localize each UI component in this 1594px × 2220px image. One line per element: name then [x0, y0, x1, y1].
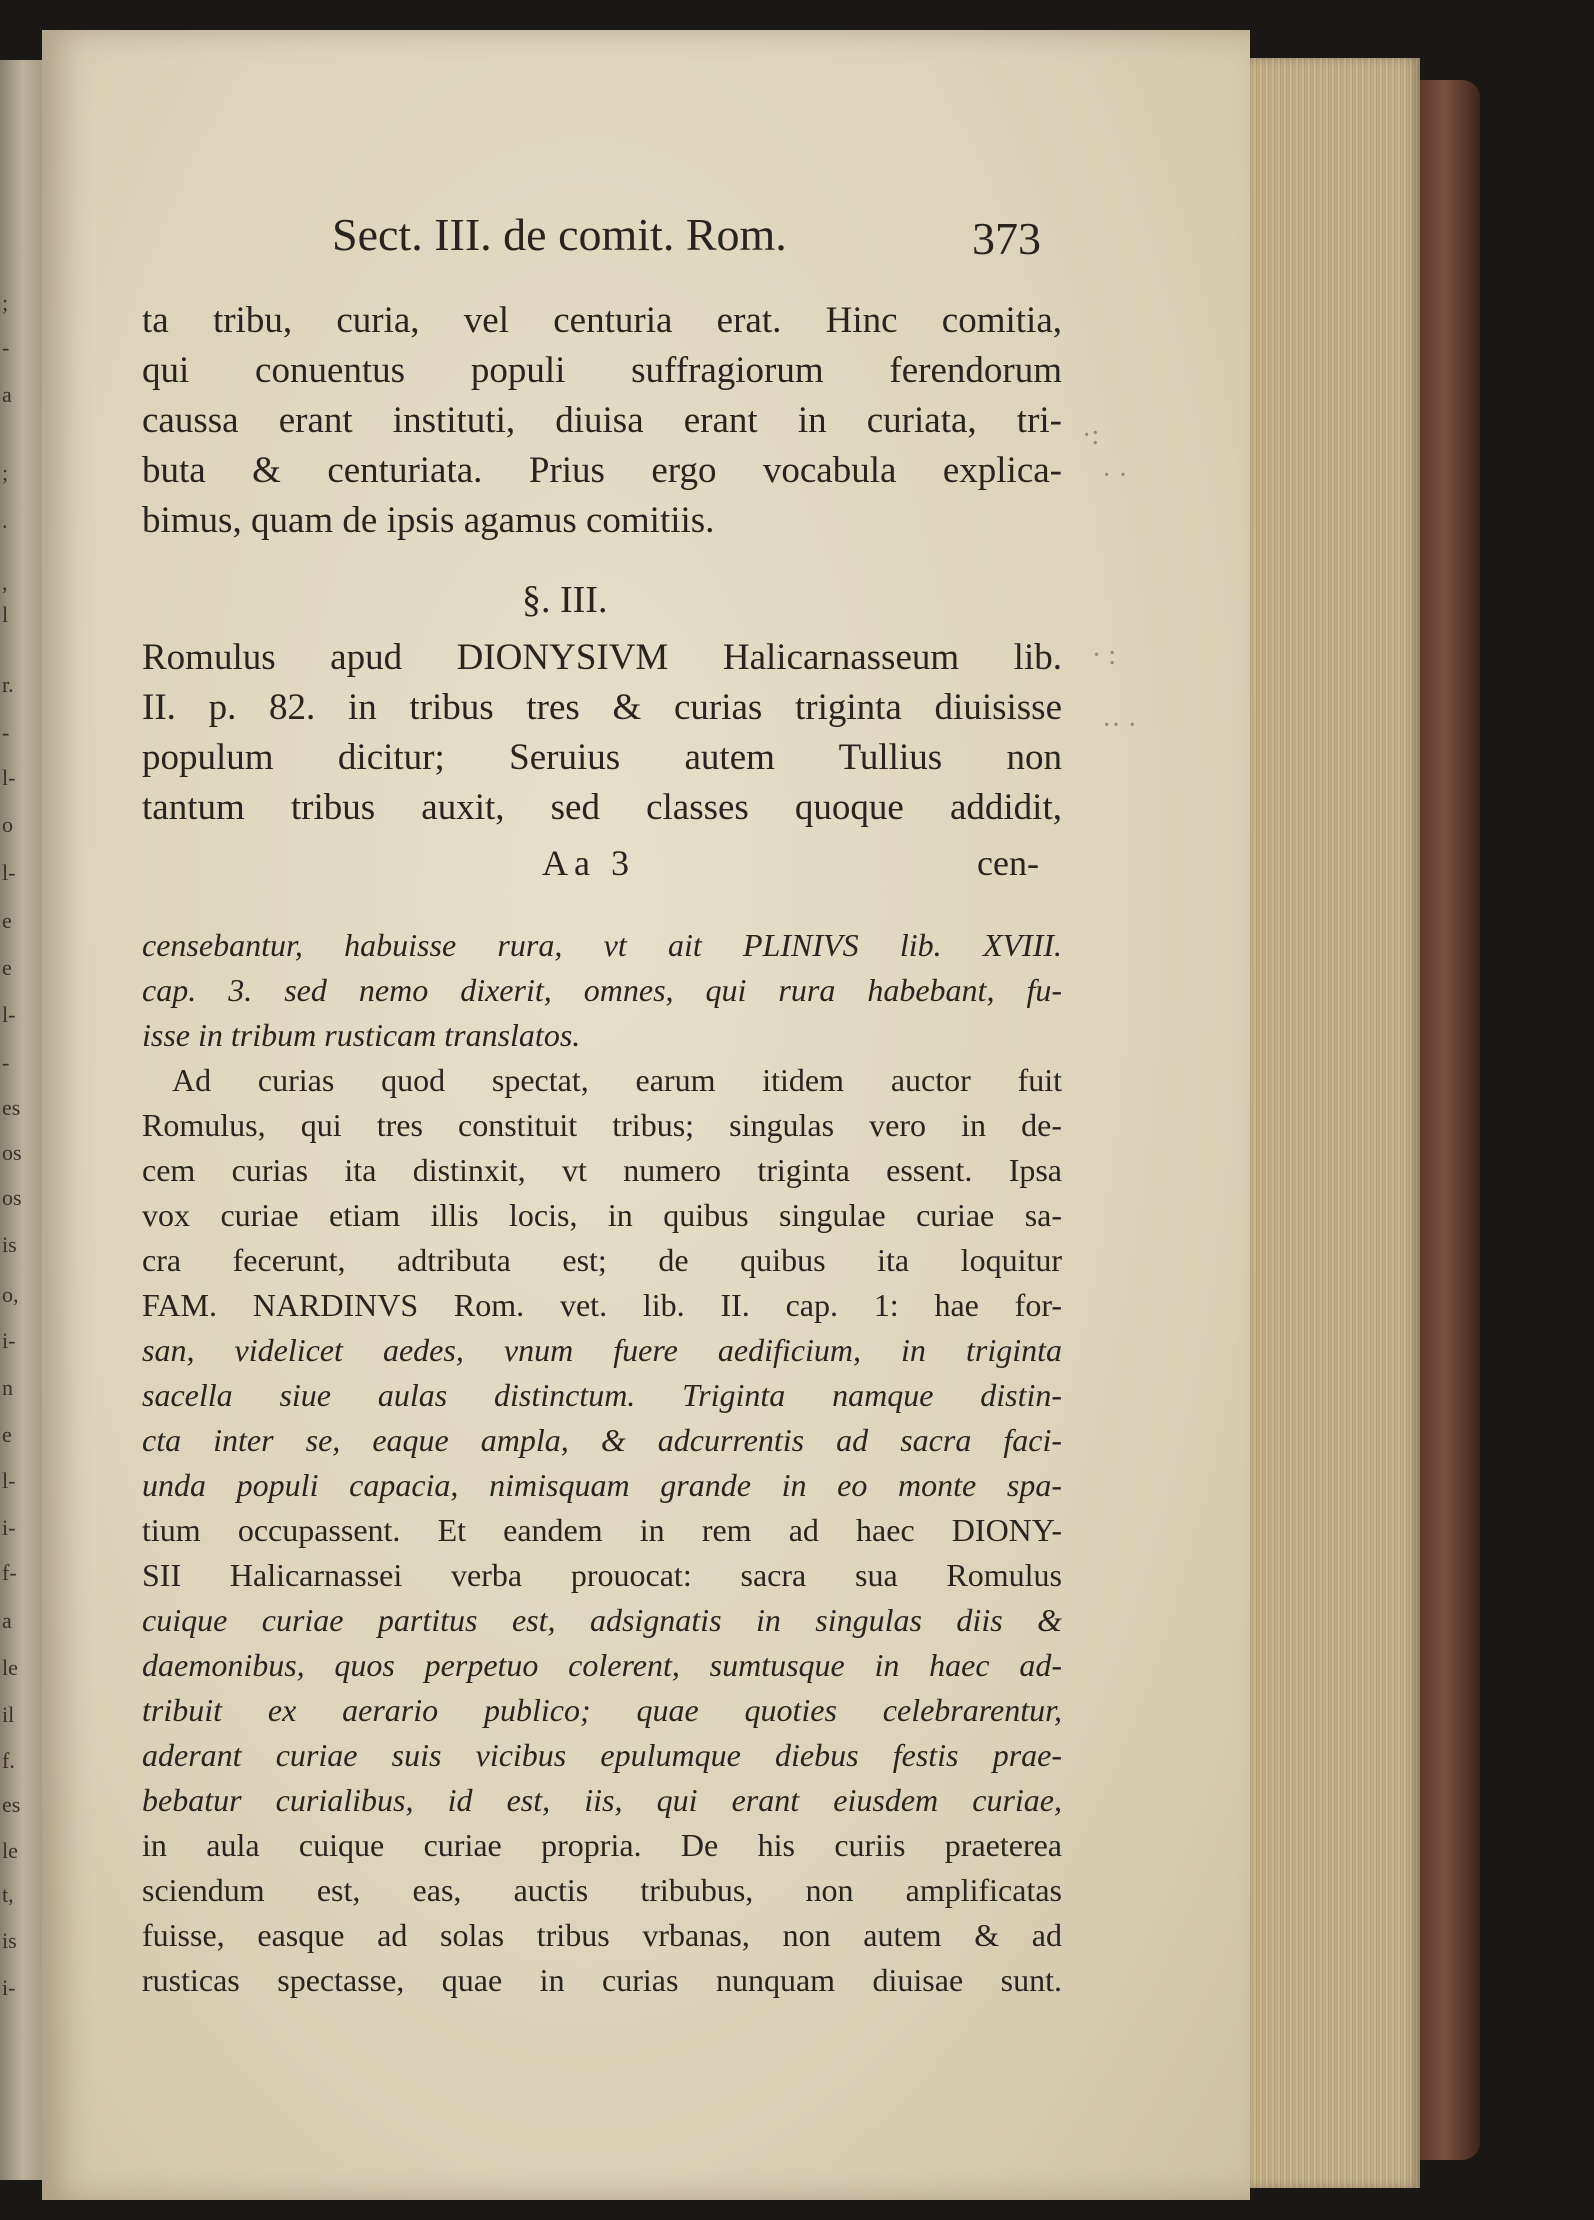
- left-page-fragment: i-: [2, 1975, 16, 2000]
- left-page-fragment: l-: [2, 1002, 16, 1027]
- left-page-fragment: is: [2, 1232, 17, 1257]
- left-page-fragment: es: [2, 1095, 21, 1120]
- text-line: censebantur, habuisse rura, vt ait PLINIVS lib. XVIII.: [142, 927, 1062, 963]
- text-line: Ad curias quod spectat, earum itidem auctor fuit: [172, 1062, 1062, 1098]
- left-page-sliver: [0, 60, 42, 2180]
- text-line: unda populi capacia, nimisquam grande in eo monte spa-: [142, 1467, 1062, 1503]
- signature-mark: Aa 3: [542, 843, 635, 883]
- running-head: Sect. III. de comit. Rom.: [332, 209, 787, 260]
- left-page-fragment: a: [2, 382, 12, 407]
- left-page-fragment: e: [2, 1422, 12, 1447]
- ink-speck: ·· ·: [1102, 710, 1137, 741]
- text-line: II. p. 82. in tribus tres & curias triginta diuisisse: [142, 687, 1062, 728]
- left-page-fragment: os: [2, 1140, 22, 1165]
- text-line: san, videlicet aedes, vnum fuere aedificium, in triginta: [142, 1332, 1062, 1368]
- left-page-fragment: le: [2, 1655, 18, 1680]
- text-line: tantum tribus auxit, sed classes quoque addidit,: [142, 787, 1062, 828]
- text-line: aderant curiae suis vicibus epulumque diebus festis prae-: [142, 1737, 1062, 1773]
- ink-speck: ·:: [1082, 420, 1100, 451]
- main-page: [42, 30, 1250, 2200]
- text-line: populum dicitur; Seruius autem Tullius non: [142, 737, 1062, 778]
- text-line: sciendum est, eas, auctis tribubus, non amplificatas: [142, 1872, 1062, 1908]
- left-page-fragment: is: [2, 1928, 17, 1953]
- text-line: daemonibus, quos perpetuo colerent, sumtusque in haec ad-: [142, 1647, 1062, 1683]
- left-page-fragment: ,: [2, 570, 8, 595]
- left-page-fragment: il: [2, 1702, 15, 1727]
- page-edges: [1245, 58, 1420, 2188]
- text-line: in aula cuique curiae propria. De his curiis praeterea: [142, 1827, 1062, 1863]
- text-line: Romulus apud DIONYSIVM Halicarnasseum lib.: [142, 637, 1062, 678]
- left-page-fragment: .: [2, 508, 8, 533]
- text-line: cta inter se, eaque ampla, & adcurrentis ad sacra faci-: [142, 1422, 1062, 1458]
- page-number: 373: [972, 213, 1041, 264]
- text-line: buta & centuriata. Prius ergo vocabula explica-: [142, 450, 1062, 491]
- text-line: bebatur curialibus, id est, iis, qui erant eiusdem curiae,: [142, 1782, 1062, 1818]
- ink-speck: · ·: [1102, 460, 1128, 491]
- text-line: sacella siue aulas distinctum. Triginta namque distin-: [142, 1377, 1062, 1413]
- left-page-fragment: e: [2, 908, 12, 933]
- text-line: FAM. NARDINVS Rom. vet. lib. II. cap. 1: hae for-: [142, 1287, 1062, 1323]
- text-line: rusticas spectasse, quae in curias nunquam diuisae sunt.: [142, 1962, 1062, 1998]
- section-heading: §. III.: [522, 579, 608, 621]
- left-page-fragment: i-: [2, 1328, 16, 1353]
- text-line: isse in tribum rusticam translatos.: [142, 1017, 581, 1053]
- left-page-fragment: a: [2, 1608, 12, 1633]
- left-page-fragment: -: [2, 720, 10, 745]
- left-page-fragment: l-: [2, 765, 16, 790]
- text-line: fuisse, easque ad solas tribus vrbanas, non autem & ad: [142, 1917, 1062, 1953]
- left-page-fragment: ;: [2, 290, 9, 315]
- left-page-fragment: e: [2, 955, 12, 980]
- left-page-fragment: -: [2, 1050, 10, 1075]
- ink-speck: · :: [1092, 640, 1117, 671]
- catchword: cen-: [977, 843, 1039, 883]
- left-page-fragment: -: [2, 335, 10, 360]
- text-line: cem curias ita distinxit, vt numero triginta essent. Ipsa: [142, 1152, 1062, 1188]
- left-page-fragment: f-: [2, 1560, 17, 1585]
- left-page-fragment: l: [2, 602, 9, 627]
- left-page-fragment: os: [2, 1185, 22, 1210]
- left-page-fragment: f.: [2, 1748, 15, 1773]
- left-page-fragment: ;: [2, 460, 9, 485]
- text-line: tium occupassent. Et eandem in rem ad haec DIONY-: [142, 1512, 1062, 1548]
- left-page-fragment: n: [2, 1375, 13, 1400]
- left-page-fragment: le: [2, 1838, 18, 1863]
- text-line: bimus, quam de ipsis agamus comitiis.: [142, 500, 715, 541]
- text-line: SII Halicarnassei verba prouocat: sacra sua Romulus: [142, 1557, 1062, 1593]
- text-line: caussa erant instituti, diuisa erant in curiata, tri-: [142, 400, 1062, 441]
- left-page-fragment: i-: [2, 1515, 16, 1540]
- left-page-fragment: t,: [2, 1882, 14, 1907]
- left-page-fragment: l-: [2, 1468, 16, 1493]
- left-page-fragment: es: [2, 1792, 21, 1817]
- left-page-fragment: o: [2, 812, 13, 837]
- left-page-fragment: r.: [2, 672, 14, 697]
- text-line: vox curiae etiam illis locis, in quibus singulae curiae sa-: [142, 1197, 1062, 1233]
- book-cover: [1420, 80, 1480, 2160]
- left-page-fragment: o,: [2, 1282, 19, 1307]
- text-line: cap. 3. sed nemo dixerit, omnes, qui rura habebant, fu-: [142, 972, 1062, 1008]
- text-line: cra fecerunt, adtributa est; de quibus ita loquitur: [142, 1242, 1062, 1278]
- text-line: tribuit ex aerario publico; quae quoties celebrarentur,: [142, 1692, 1062, 1728]
- text-line: ta tribu, curia, vel centuria erat. Hinc comitia,: [142, 300, 1062, 341]
- text-line: Romulus, qui tres constituit tribus; singulas vero in de-: [142, 1107, 1062, 1143]
- text-line: qui conuentus populi suffragiorum ferendorum: [142, 350, 1062, 391]
- text-line: cuique curiae partitus est, adsignatis in singulas diis &: [142, 1602, 1062, 1638]
- left-page-fragment: l-: [2, 860, 16, 885]
